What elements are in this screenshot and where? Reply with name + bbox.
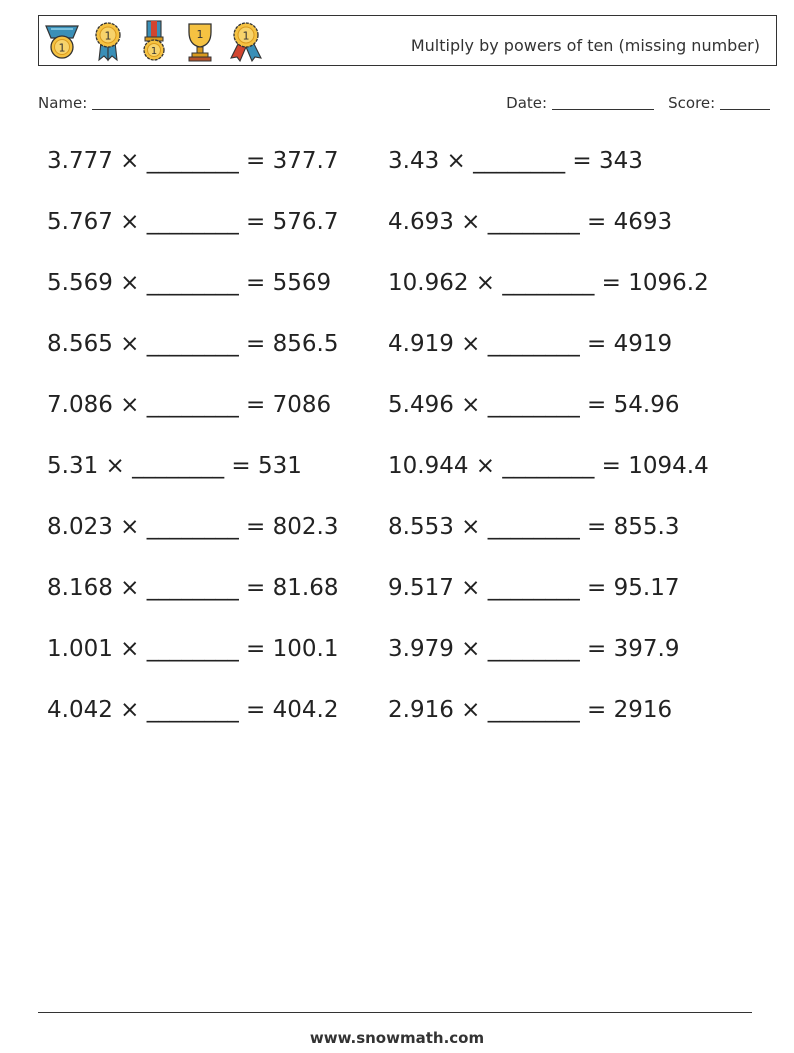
- name-label: Name:: [38, 94, 88, 112]
- problem-row: [0, 692, 794, 753]
- problem-item: 5.31 × ________ = 531: [47, 453, 302, 479]
- ribbon-medal-icon: [89, 20, 127, 62]
- problem-item: 3.979 × ________ = 397.9: [388, 636, 680, 662]
- problem-item: 1.001 × ________ = 100.1: [47, 636, 339, 662]
- problem-item: 5.569 × ________ = 5569: [47, 270, 332, 296]
- problem-row: [0, 143, 794, 204]
- date-blank[interactable]: [552, 109, 654, 110]
- problem-row: [0, 204, 794, 265]
- problem-item: 10.944 × ________ = 1094.4: [388, 453, 709, 479]
- problem-item: 8.565 × ________ = 856.5: [47, 331, 339, 357]
- svg-text:1: 1: [150, 46, 158, 57]
- problem-row: [0, 570, 794, 631]
- problem-item: 5.767 × ________ = 576.7: [47, 209, 339, 235]
- problem-item: 9.517 × ________ = 95.17: [388, 575, 680, 601]
- svg-text:1: 1: [196, 28, 204, 41]
- worksheet-title: Multiply by powers of ten (missing number): [410, 36, 760, 55]
- score-label: Score:: [668, 94, 716, 112]
- problem-list: [0, 143, 794, 753]
- trophy-icon: [181, 20, 219, 62]
- problem-item: 8.023 × ________ = 802.3: [47, 514, 339, 540]
- name-blank[interactable]: [92, 109, 210, 110]
- problem-row: [0, 509, 794, 570]
- footer-url[interactable]: www.snowmath.com: [309, 1029, 485, 1047]
- problem-item: 10.962 × ________ = 1096.2: [388, 270, 709, 296]
- hanging-medal-icon: [135, 20, 173, 62]
- problem-item: 8.553 × ________ = 855.3: [388, 514, 680, 540]
- problem-item: 8.168 × ________ = 81.68: [47, 575, 339, 601]
- svg-text:1: 1: [58, 41, 66, 55]
- problem-row: [0, 265, 794, 326]
- date-score-fields: [506, 94, 770, 112]
- problem-item: 3.43 × ________ = 343: [388, 148, 643, 174]
- problem-row: [0, 387, 794, 448]
- medal-icon: [43, 20, 81, 62]
- footer-divider: [38, 1012, 752, 1013]
- problem-item: 3.777 × ________ = 377.7: [47, 148, 339, 174]
- score-blank[interactable]: [720, 109, 770, 110]
- problem-item: 2.916 × ________ = 2916: [388, 697, 673, 723]
- problem-row: [0, 631, 794, 692]
- svg-text:1: 1: [242, 29, 250, 43]
- date-label: Date:: [506, 94, 548, 112]
- worksheet-header: [38, 15, 777, 66]
- medal-icons: [43, 20, 265, 62]
- svg-text:1: 1: [104, 29, 112, 43]
- problem-row: [0, 448, 794, 509]
- problem-row: [0, 326, 794, 387]
- rosette-medal-icon: [227, 20, 265, 62]
- problem-item: 5.496 × ________ = 54.96: [388, 392, 680, 418]
- problem-item: 7.086 × ________ = 7086: [47, 392, 332, 418]
- problem-item: 4.042 × ________ = 404.2: [47, 697, 339, 723]
- problem-item: 4.919 × ________ = 4919: [388, 331, 673, 357]
- name-field: [38, 94, 210, 112]
- problem-item: 4.693 × ________ = 4693: [388, 209, 673, 235]
